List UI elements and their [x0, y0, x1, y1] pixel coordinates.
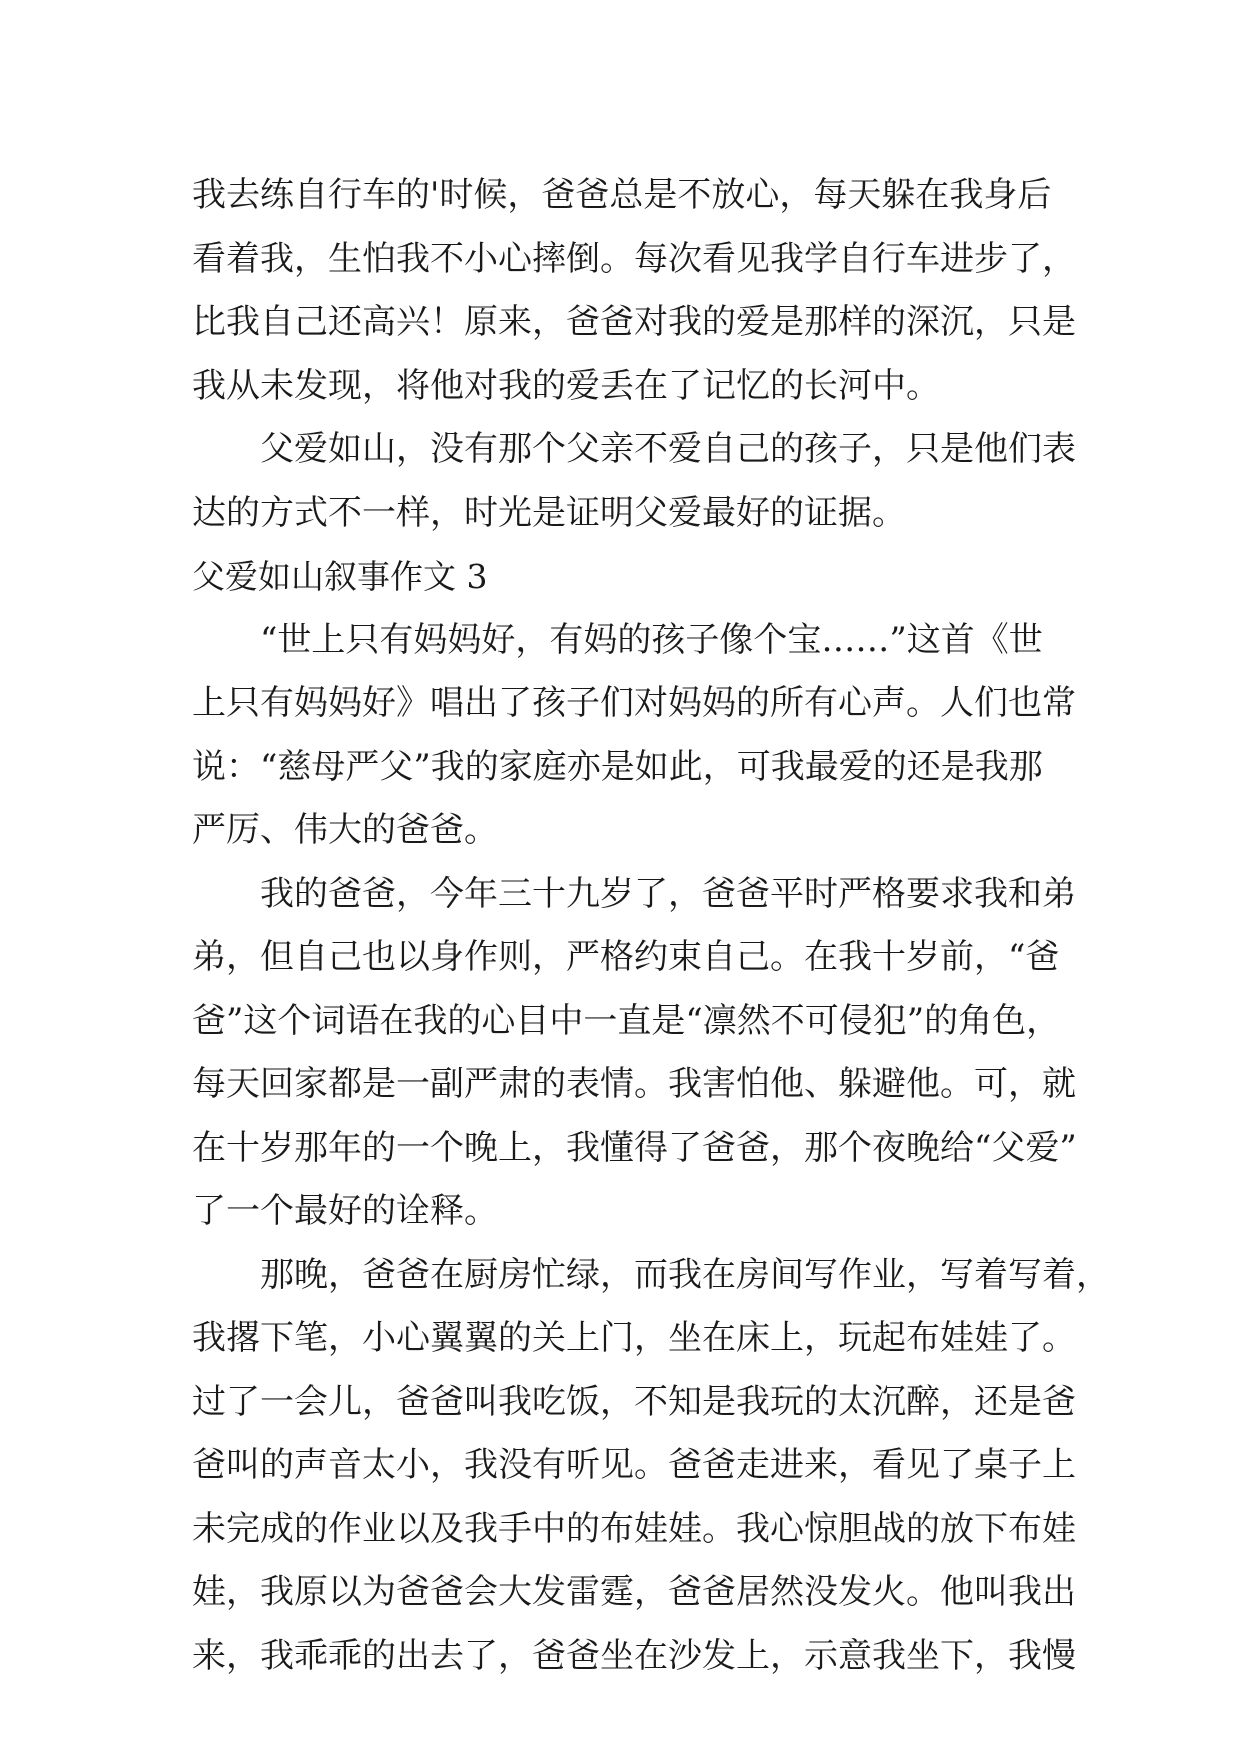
document-body — [192, 164, 1110, 1688]
text-line: 我去练自行车的'时候，爸爸总是不放心，每天躲在我身后 — [192, 175, 1052, 215]
section-title-text: 父爱如山叙事作文 3 — [192, 557, 488, 596]
text-line: 父爱如山，没有那个父亲不爱自己的孩子，只是他们表 — [260, 429, 1076, 469]
text-line: 未完成的作业以及我手中的布娃娃。我心惊胆战的放下布娃 — [192, 1508, 1076, 1549]
text-line: 爸叫的声音太小，我没有听见。爸爸走进来，看见了桌子上 — [192, 1445, 1076, 1485]
text-line: 比我自己还高兴！原来，爸爸对我的爱是那样的深沉，只是 — [192, 302, 1076, 342]
text-line: 过了一会儿，爸爸叫我吃饭，不知是我玩的太沉醉，还是爸 — [192, 1381, 1076, 1422]
text-line: 说：“慈母严父”我的家庭亦是如此，可我最爱的还是我那 — [192, 746, 1043, 787]
text-line: 在十岁那年的一个晚上，我懂得了爸爸，那个夜晚给“父爱” — [192, 1127, 1077, 1168]
text-line: 爸”这个词语在我的心目中一直是“凛然不可侵犯”的角色， — [192, 1000, 1061, 1041]
text-line: 弟，但自己也以身作则，严格约束自己。在我十岁前，“爸 — [192, 937, 1060, 977]
text-line: 我撂下笔，小心翼翼的关上门，坐在床上，玩起布娃娃了。 — [192, 1318, 1076, 1358]
text-line: “世上只有妈妈好，有妈的孩子像个宝……”这首《世 — [260, 619, 1043, 660]
text-line: 了一个最好的诠释。 — [192, 1191, 498, 1231]
text-line: 看着我，生怕我不小心摔倒。每次看见我学自行车进步了， — [192, 238, 1076, 279]
paragraph — [192, 863, 1077, 1244]
text-line: 那晚，爸爸在厨房忙绿，而我在房间写作业，写着写着， — [260, 1254, 1110, 1295]
section-title — [192, 545, 1052, 609]
paragraph — [192, 164, 1076, 418]
text-line: 我的爸爸，今年三十九岁了，爸爸平时严格要求我和弟 — [260, 873, 1076, 914]
text-line: 达的方式不一样，时光是证明父爱最好的证据。 — [192, 492, 906, 533]
paragraph — [192, 1244, 1110, 1689]
text-line: 我从未发现，将他对我的爱丢在了记忆的长河中。 — [192, 365, 940, 406]
paragraph — [192, 418, 1076, 545]
text-line: 来，我乖乖的出去了，爸爸坐在沙发上，示意我坐下，我慢 — [192, 1635, 1076, 1676]
paragraph — [192, 609, 1076, 863]
text-line: 每天回家都是一副严肃的表情。我害怕他、躲避他。可，就 — [192, 1064, 1076, 1104]
text-line: 严厉、伟大的爸爸。 — [192, 810, 498, 850]
text-line: 娃，我原以为爸爸会大发雷霆，爸爸居然没发火。他叫我出 — [192, 1572, 1076, 1612]
text-line: 上只有妈妈好》唱出了孩子们对妈妈的所有心声。人们也常 — [192, 683, 1076, 723]
